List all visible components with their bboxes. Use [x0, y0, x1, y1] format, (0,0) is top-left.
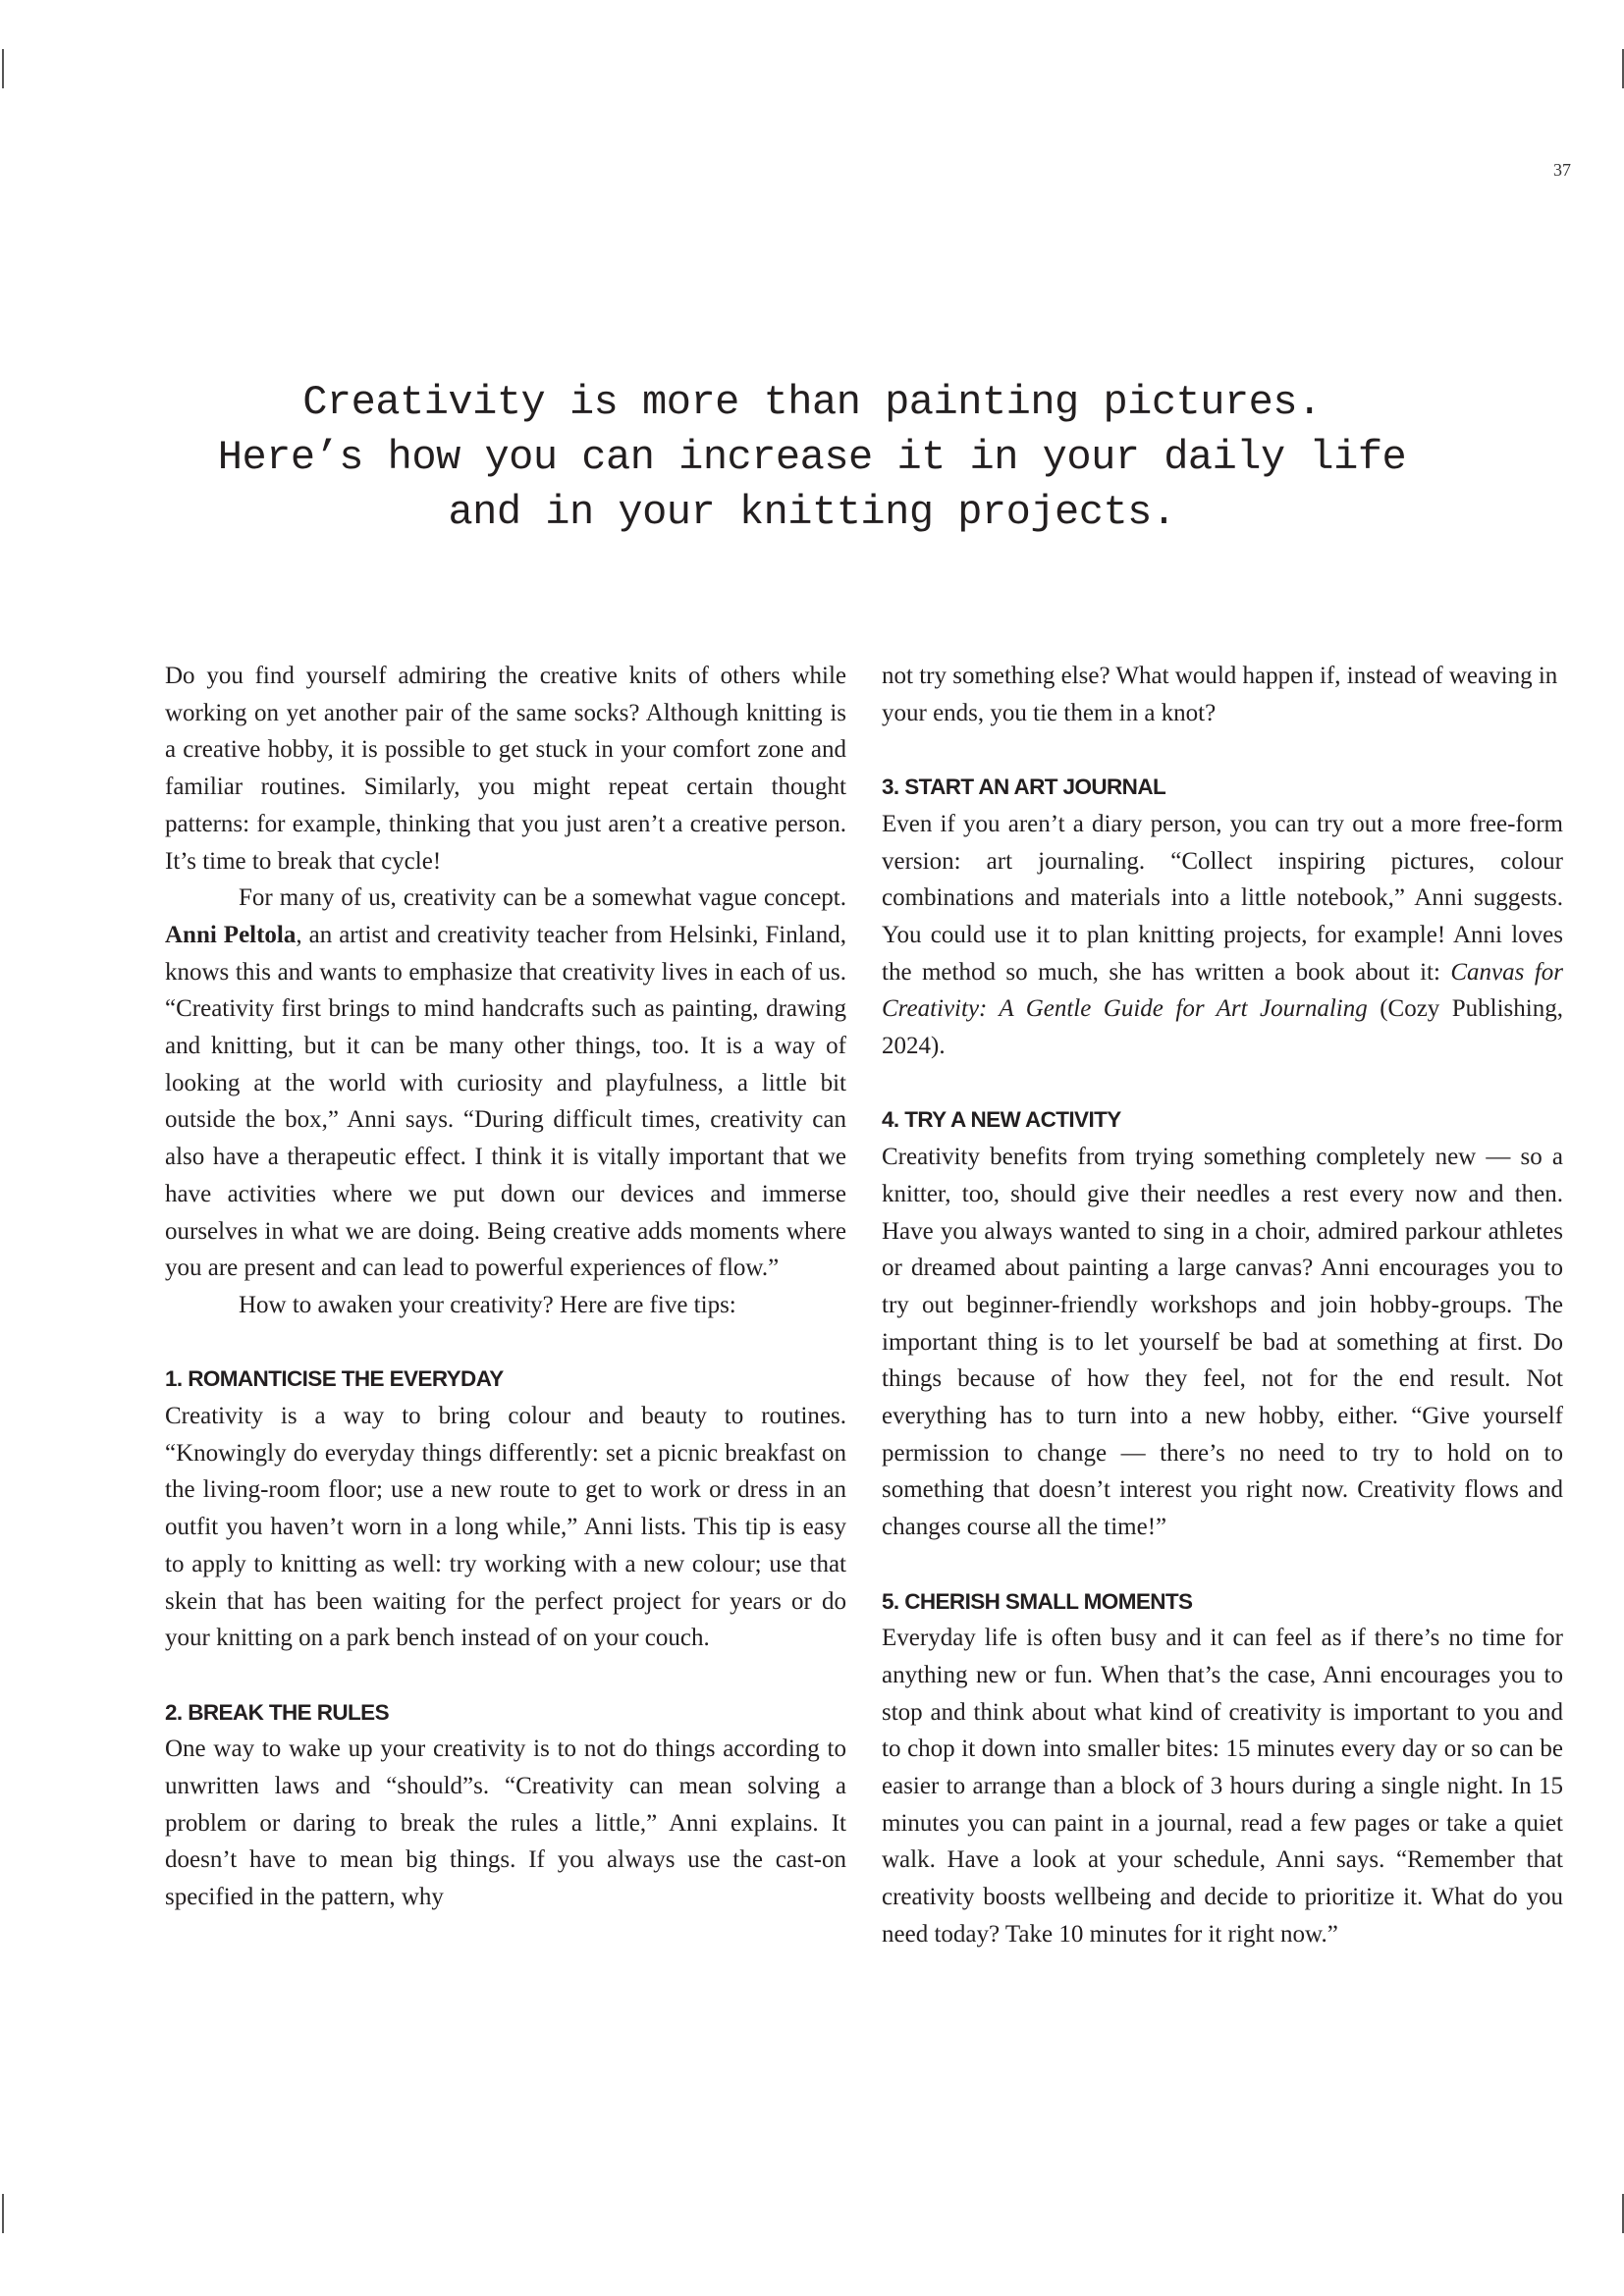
intro-paragraph-2 — [165, 880, 846, 1287]
tip-1-body: Creativity is a way to bring colour and beauty to routines. “Knowingly do everyday things differently: set a picnic breakfast on the living-room floor; use a new route to get to work or dress in an outfit you haven’t worn in a long while,” Anni lists. This tip is easy to apply to knitting as well: try working with a new colour; use that skein that has been waiting for the perfect project for years or do your knitting on a park bench instead of on your couch. — [165, 1403, 846, 1652]
intro-paragraph-1: Do you find yourself admiring the creative knits of others while working on yet another pair of the same socks? Although knitting is a creative hobby, it is possible to get stuck in your comfort zone and familiar routines. Similarly, you might repeat certain thought patterns: for example, thinking that you just aren’t a creative person. It’s time to break that cycle! — [165, 663, 846, 875]
tip-4-body: Creativity benefits from trying something completely new — so a knitter, too, should give their needles a rest every now and then. Have you always wanted to sing in a choir, admired parkour athletes or dreamed about painting a large canvas? Anni encourages you to try out beginner-friendly workshops and join hobby-groups. The important thing is to let yourself be bad at something at first. Do things because of how they feel, not for the end result. Not everything has to turn into a new hobby, either. “Give yourself permission to change — there’s no need to try to hold on to something that doesn’t interest you right now. Creativity flows and changes course all the time!” — [882, 1144, 1563, 1541]
headline — [196, 375, 1428, 540]
article-column-right — [882, 658, 1563, 1953]
tip-3-body-before: Even if you aren’t a diary person, you can try out a more free-form version: art journaling. “Collect inspiring pictures, colour combinations and materials into a little notebook,” Anni suggests. You could use it to plan knitting projects, for example! Anni loves the method so much, she has written a book about it: — [882, 810, 1563, 986]
intro-paragraph-2-before: For many of us, creativity can be a somewhat vague concept. — [239, 884, 846, 912]
headline-line-2: Here’s how you can increase it in your daily life — [217, 434, 1407, 481]
tip-5-heading: 5. CHERISH SMALL MOMENTS — [882, 1588, 1193, 1614]
tip-3-body — [882, 806, 1563, 1065]
tip-5-body: Everyday life is often busy and it can feel as if there’s no time for anything new or fun. When that’s the case, Anni encourages you to stop and think about what kind of creativity is important to you and to chop it down into smaller bites: 15 minutes every day or so can be easier to arrange than a block of 3 hours during a single night. In 15 minutes you can paint in a journal, read a few pages or take a quiet walk. Have a look at your schedule, Anni says. “Remember that creativity boosts wellbeing and decide to prioritize it. What do you need today? Take 10 minutes for it right now.” — [882, 1625, 1563, 1948]
spacer — [882, 731, 1563, 769]
tip-1-heading: 1. ROMANTICISE THE EVERYDAY — [165, 1366, 504, 1392]
crop-mark-top-left — [2, 49, 4, 88]
tip-3-body-after: (Cozy Publishing, 2024). — [882, 995, 1563, 1060]
spacer — [165, 1657, 846, 1694]
person-name: Anni Peltola — [165, 921, 297, 948]
intro-paragraph-3: How to awaken your creativity? Here are five tips: — [239, 1291, 736, 1318]
article-column-left — [165, 658, 846, 1916]
spacer — [882, 1065, 1563, 1102]
tip-2-body-part-2: not try something else? What would happen if, instead of weaving in your ends, you tie them in a knot? — [882, 663, 1558, 726]
tip-3-heading: 3. START AN ART JOURNAL — [882, 774, 1166, 800]
spacer — [882, 1546, 1563, 1583]
intro-paragraph-2-after: , an artist and creativity teacher from Helsinki, Finland, knows this and wants to emphasize that creativity lives in each of us. “Creativity first brings to mind handcrafts such as painting, drawing and knitting, but it can be many other things, too. It is a way of looking at the world with curiosity and playfulness, a little bit outside the box,” Anni says. “During difficult times, creativity can also have a therapeutic effect. I think it is vitally important that we have activities where we put down our devices and immerse ourselves in what we are doing. Being creative adds moments where you are present and can lead to powerful experiences of flow.” — [165, 921, 846, 1282]
headline-line-1: Creativity is more than painting pictures. — [302, 379, 1322, 426]
tip-2-body-part-1: One way to wake up your creativity is to not do things according to unwritten laws and “should”s. “Creativity can mean solving a problem or daring to break the rules a little,” Anni explains. It doesn’t have to mean big things. If you always use the cast-on specified in the pattern, why — [165, 1735, 846, 1911]
spacer — [165, 1324, 846, 1362]
book-title: Canvas for Creativity: A Gentle Guide for Art Journaling — [882, 958, 1563, 1023]
page-number: 37 — [1553, 160, 1571, 180]
crop-mark-bottom-left — [2, 2194, 4, 2233]
tip-4-heading: 4. TRY A NEW ACTIVITY — [882, 1107, 1121, 1133]
tip-2-heading: 2. BREAK THE RULES — [165, 1699, 389, 1725]
headline-line-3: and in your knitting projects. — [448, 489, 1176, 536]
